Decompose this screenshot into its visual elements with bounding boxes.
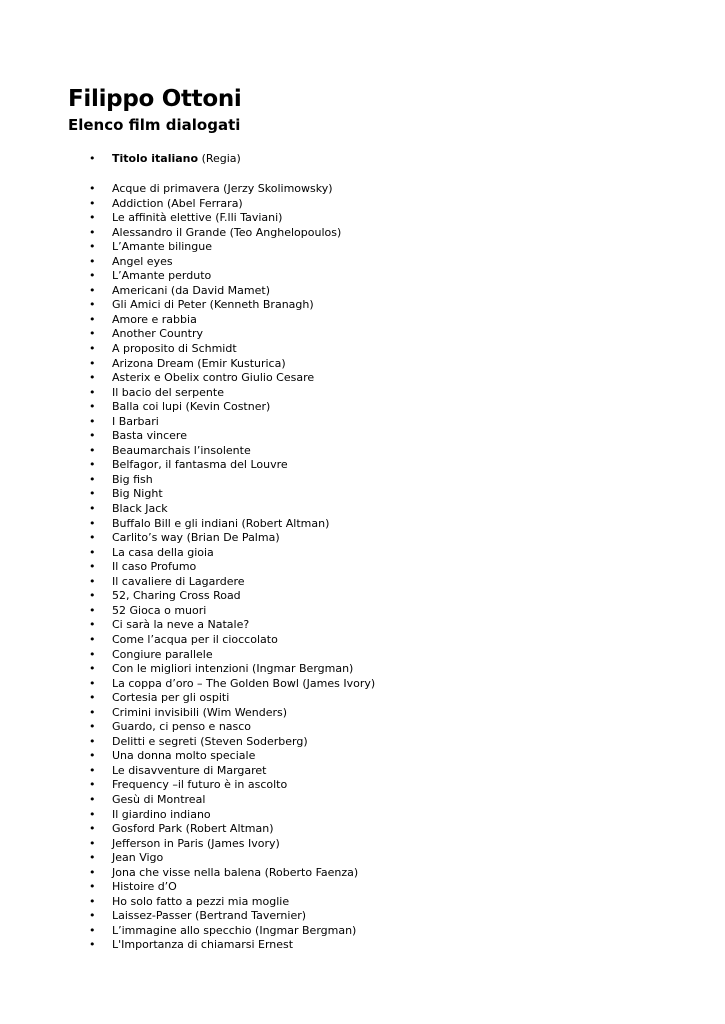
bullet-icon: • [89,196,96,210]
bullet-icon: • [89,574,96,588]
bullet-icon: • [89,182,96,195]
film-title: Il caso Profumo [112,560,197,574]
bullet-icon: • [89,400,96,414]
film-title: Cortesia per gli ospiti [112,691,230,705]
bullet-icon: • [89,414,96,428]
film-title: Gli Amici di Peter (Kenneth Branagh) [112,298,314,312]
film-title: Carlito’s way (Brian De Palma) [112,531,280,545]
film-title: Jona che visse nella balena (Roberto Faenza) [112,865,359,879]
bullet-icon: • [89,545,96,559]
film-title: Crimini invisibili (Wim Wenders) [112,705,288,719]
document-subtitle: Elenco film dialogati [68,116,241,134]
bullet-icon: • [89,502,96,516]
film-title: Il cavaliere di Lagardere [112,574,245,588]
film-title: 52 Gioca o muori [112,603,207,617]
film-title: Black Jack [112,502,168,516]
bullet-icon: • [89,632,96,646]
bullet-icon: • [89,298,96,312]
bullet-icon: • [89,894,96,908]
bullet-icon: • [89,472,96,486]
bullet-icon: • [89,720,96,734]
film-title: Balla coi lupi (Kevin Costner) [112,400,271,414]
bullet-icon: • [89,312,96,326]
film-title: Big Night [112,487,163,501]
film-title: Jefferson in Paris (James Ivory) [112,836,280,850]
film-title: Another Country [112,327,203,341]
bullet-icon: • [89,283,96,297]
film-title: Laissez-Passer (Bertrand Tavernier) [112,909,307,923]
bullet-icon: • [89,807,96,821]
bullet-icon: • [89,327,96,341]
bullet-icon: • [89,836,96,850]
document-title: Filippo Ottoni [68,86,242,112]
bullet-icon: • [89,603,96,617]
film-title: Beaumarchais l’insolente [112,443,251,457]
film-title: A proposito di Schmidt [112,342,237,356]
film-title: Americani (da David Mamet) [112,283,270,297]
film-title: Delitti e segreti (Steven Soderberg) [112,734,308,748]
film-title: Ci sarà la neve a Natale? [112,618,250,632]
film-title: Addiction (Abel Ferrara) [112,196,243,210]
film-title: Arizona Dream (Emir Kusturica) [112,356,286,370]
film-title: Histoire d’O [112,880,177,894]
bullet-icon: • [89,851,96,865]
film-title: Gosford Park (Robert Altman) [112,822,274,836]
film-title: Con le migliori intenzioni (Ingmar Bergman) [112,662,354,676]
bullet-icon: • [89,531,96,545]
legend-text [112,152,241,167]
bullet-icon: • [89,691,96,705]
film-title: Jean Vigo [112,851,164,865]
film-title: La casa della gioia [112,545,214,559]
legend-director-label: (Regia) [201,152,241,165]
film-title: La coppa d’oro – The Golden Bowl (James Ivory) [112,676,376,690]
film-title: Gesù di Montreal [112,792,206,806]
film-title: Belfagor, il fantasma del Louvre [112,458,288,472]
bullet-icon: • [89,778,96,792]
film-title: Come l’acqua per il cioccolato [112,632,278,646]
film-title: L’Amante bilingue [112,240,212,254]
film-title: Le affinità elettive (F.lli Taviani) [112,211,283,225]
film-title: Angel eyes [112,254,173,268]
bullet-icon: • [89,749,96,763]
bullet-icon: • [89,458,96,472]
bullet-icon: • [89,443,96,457]
film-title: I Barbari [112,414,159,428]
bullet-icon: • [89,371,96,385]
film-title: L’immagine allo specchio (Ingmar Bergman) [112,923,357,937]
bullet-icon: • [89,240,96,254]
film-title: Il giardino indiano [112,807,211,821]
film-title: Basta vincere [112,429,187,443]
bullet-icon: • [89,560,96,574]
bullet-icon: • [89,487,96,501]
bullet-icon: • [89,763,96,777]
bullet-icon: • [89,429,96,443]
film-title: Frequency –il futuro è in ascolto [112,778,288,792]
film-title: Acque di primavera (Jerzy Skolimowsky) [112,182,333,195]
film-title: Congiure parallele [112,647,213,661]
film-title: Buffalo Bill e gli indiani (Robert Altman) [112,516,330,530]
film-title: Il bacio del serpente [112,385,224,399]
film-title: Una donna molto speciale [112,749,256,763]
bullet-icon: • [89,269,96,283]
bullet-icon: • [89,792,96,806]
bullet-icon: • [89,938,96,952]
bullet-icon: • [89,589,96,603]
bullet-icon: • [89,342,96,356]
film-title: Guardo, ci penso e nasco [112,720,252,734]
bullet-icon: • [89,923,96,937]
bullet-icon: • [89,225,96,239]
bullet-icon: • [89,211,96,225]
film-title: Alessandro il Grande (Teo Anghelopoulos) [112,225,342,239]
film-title: 52, Charing Cross Road [112,589,241,603]
bullet-icon: • [89,705,96,719]
film-title: L'Importanza di chiamarsi Ernest [112,938,294,952]
bullet-icon: • [89,676,96,690]
bullet-icon: • [89,516,96,530]
film-title: Big fish [112,472,153,486]
film-title: L’Amante perduto [112,269,212,283]
legend-title-label: Titolo italiano [112,152,199,165]
bullet-icon: • [89,822,96,836]
bullet-icon: • [89,734,96,748]
bullet-icon: • [89,865,96,879]
film-title: Ho solo fatto a pezzi mia moglie [112,894,290,908]
bullet-icon: • [89,254,96,268]
film-title: Asterix e Obelix contro Giulio Cesare [112,371,315,385]
bullet-icon: • [89,909,96,923]
bullet-icon: • [89,385,96,399]
bullet-icon: • [89,618,96,632]
film-title: Amore e rabbia [112,312,197,326]
bullet-icon: • [89,356,96,370]
bullet-icon: • [89,647,96,661]
bullet-icon: • [89,152,96,165]
bullet-icon: • [89,662,96,676]
film-title: Le disavventure di Margaret [112,763,267,777]
bullet-icon: • [89,880,96,894]
